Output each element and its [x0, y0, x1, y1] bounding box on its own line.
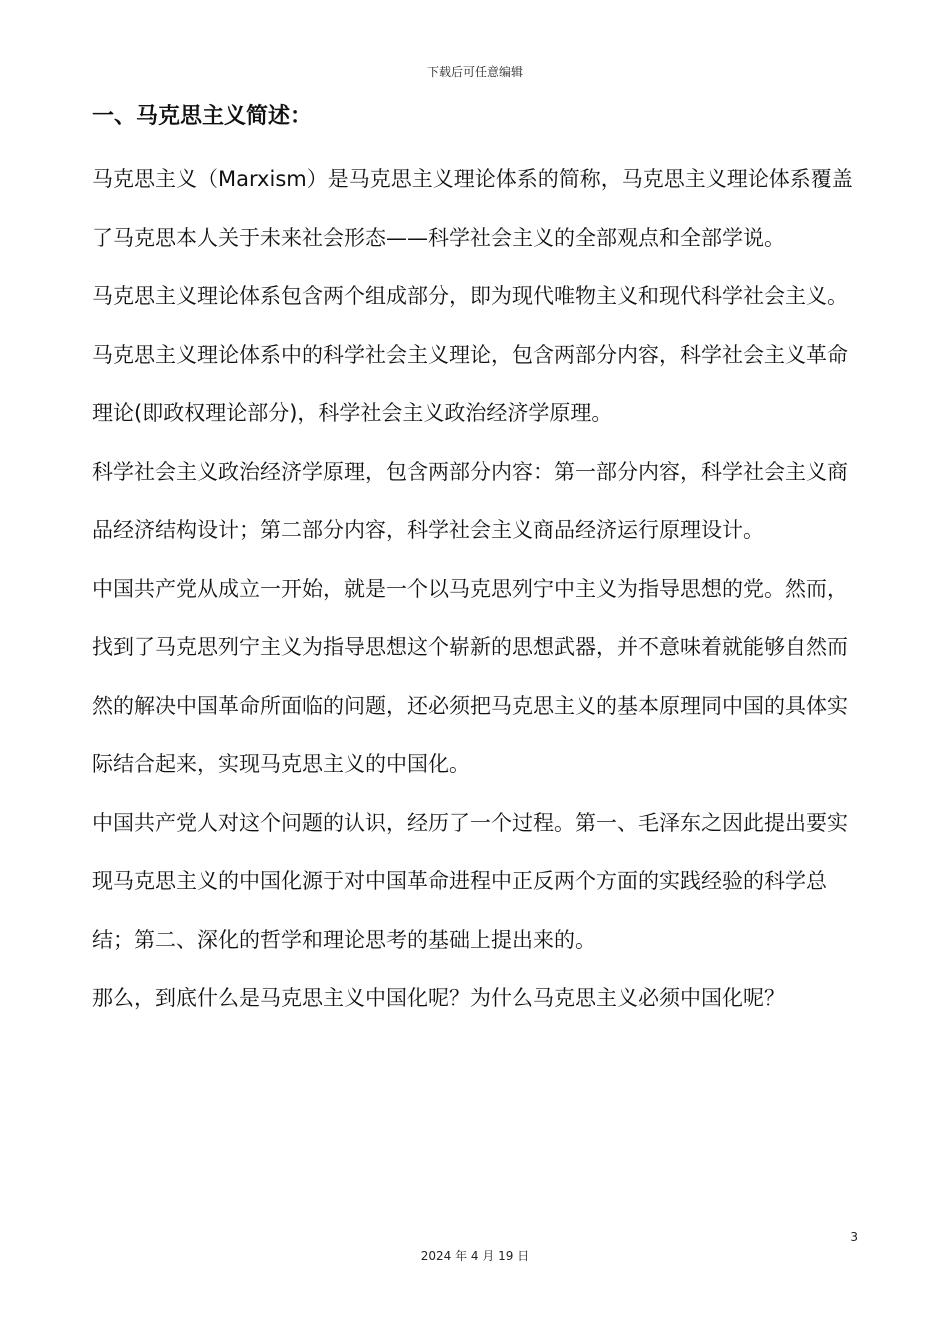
header-note: 下载后可任意编辑 — [426, 65, 523, 79]
paragraph-closing-question: 那么，到底什么是马克思主义中国化呢？为什么马克思主义必须中国化呢？ — [92, 986, 785, 1010]
paragraph-scientific-socialism-theory: 马克思主义理论体系中的科学社会主义理论，包含两部分内容，科学社会主义革命理论(即政权理论部分)，科学社会主义政治经济学原理。 — [92, 342, 848, 425]
paragraph-political-economy: 科学社会主义政治经济学原理，包含两部分内容：第一部分内容，科学社会主义商品经济结构设计；第二部分内容，科学社会主义商品经济运行原理设计。 — [92, 459, 848, 542]
paragraph-ccp-guiding-thought: 中国共产党从成立一开始，就是一个以马克思列宁中主义为指导思想的党。然而，找到了马克思列宁主义为指导思想这个崭新的思想武器，并不意味着就能够自然而然的解决中国革命所面临的问题，还必须把马克思主义的基本原理同中国的具体实际结合起来，实现马克思主义的中国化。 — [92, 576, 848, 776]
body-text — [92, 150, 862, 1028]
page-number: 3 — [850, 1230, 858, 1244]
paragraph-marxism-definition: 马克思主义（Marxism）是马克思主义理论体系的简称，马克思主义理论体系覆盖了马克思本人关于未来社会形态——科学社会主义的全部观点和全部学说。 — [92, 167, 853, 250]
footer-date: 2024 年 4 月 19 日 — [420, 1249, 530, 1263]
paragraph-two-components: 马克思主义理论体系包含两个组成部分，即为现代唯物主义和现代科学社会主义。 — [92, 284, 848, 308]
section-heading: 一、马克思主义简述： — [92, 104, 313, 129]
paragraph-ccp-understanding: 中国共产党人对这个问题的认识，经历了一个过程。第一、毛泽东之因此提出要实现马克思主义的中国化源于对中国革命进程中正反两个方面的实践经验的科学总结；第二、深化的哲学和理论思考的基础上提出来的。 — [92, 810, 848, 952]
